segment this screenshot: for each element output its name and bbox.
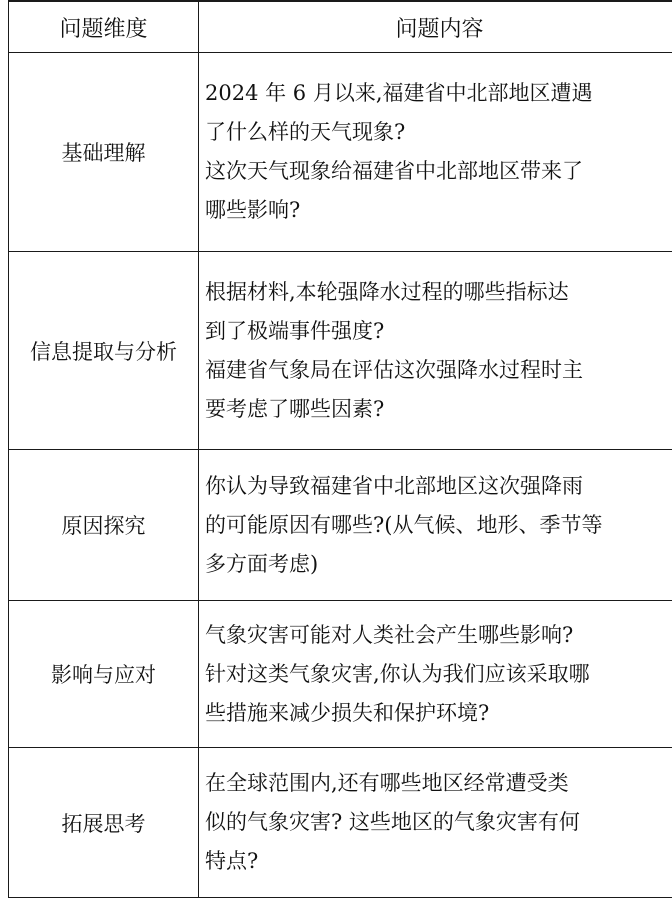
question-line: 似的气象灾害? 这些地区的气象灾害有何	[205, 803, 672, 842]
question-cell	[199, 450, 672, 601]
question-line: 针对这类气象灾害,你认为我们应该采取哪	[205, 655, 672, 694]
question-line: 你认为导致福建省中北部地区这次强降雨	[205, 467, 672, 506]
table-row	[9, 748, 672, 898]
question-line: 这次天气现象给福建省中北部地区带来了	[205, 152, 672, 191]
question-cell	[199, 252, 672, 450]
table-row	[9, 252, 672, 450]
question-line: 些措施来减少损失和保护环境?	[205, 694, 672, 733]
dimension-cell: 拓展思考	[9, 748, 199, 898]
dimension-cell: 原因探究	[9, 450, 199, 601]
table-header-row	[9, 1, 672, 53]
question-cell	[199, 601, 672, 748]
question-line: 多方面考虑)	[205, 545, 672, 584]
table-row	[9, 450, 672, 601]
question-line: 在全球范围内,还有哪些地区经常遭受类	[205, 764, 672, 803]
question-line: 要考虑了哪些因素?	[205, 390, 672, 429]
question-line: 的可能原因有哪些?(从气候、地形、季节等	[205, 506, 672, 545]
dimension-cell: 影响与应对	[9, 601, 199, 748]
table-row	[9, 601, 672, 748]
question-line: 根据材料,本轮强降水过程的哪些指标达	[205, 273, 672, 312]
question-line: 到了极端事件强度?	[205, 312, 672, 351]
column-header-dimension: 问题维度	[9, 1, 199, 53]
question-cell	[199, 748, 672, 898]
question-line: 福建省气象局在评估这次强降水过程时主	[205, 351, 672, 390]
question-line: 特点?	[205, 842, 672, 881]
question-cell	[199, 53, 672, 252]
dimension-cell: 信息提取与分析	[9, 252, 199, 450]
question-line: 2024 年 6 月以来,福建省中北部地区遭遇	[205, 74, 672, 113]
table-row	[9, 53, 672, 252]
column-header-content: 问题内容	[199, 1, 672, 53]
question-line: 了什么样的天气现象?	[205, 113, 672, 152]
question-line: 气象灾害可能对人类社会产生哪些影响?	[205, 616, 672, 655]
question-line: 哪些影响?	[205, 191, 672, 230]
question-table	[8, 0, 672, 898]
dimension-cell: 基础理解	[9, 53, 199, 252]
